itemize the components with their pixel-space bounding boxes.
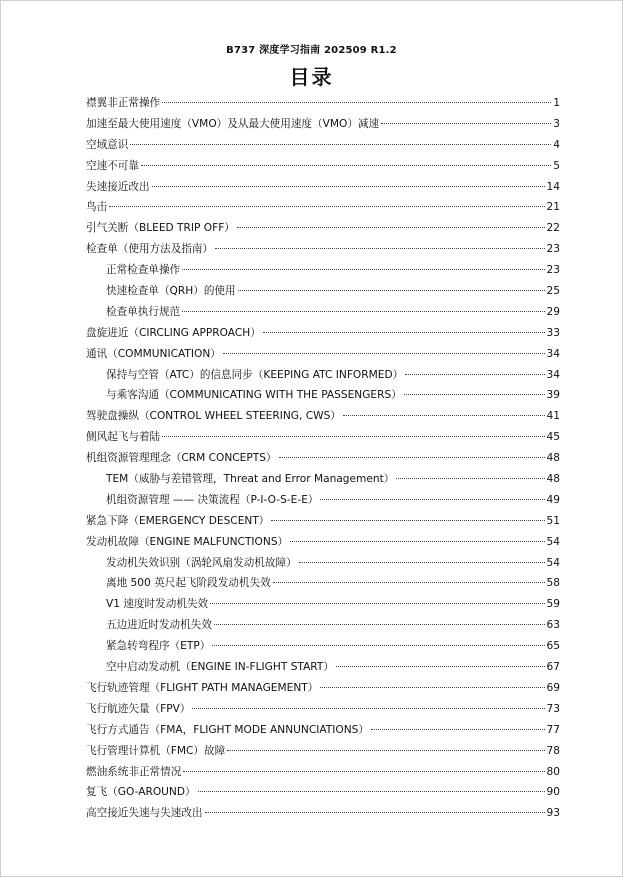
toc-page-number: 48 <box>546 452 560 465</box>
toc-entry-title: 复飞（GO-AROUND） <box>86 786 196 799</box>
toc-page-number: 73 <box>546 702 560 715</box>
toc-page-number: 33 <box>546 326 560 339</box>
dot-leader <box>214 624 545 625</box>
dot-leader <box>290 541 544 542</box>
toc-subentry[interactable] <box>86 594 560 615</box>
dot-leader <box>381 123 551 124</box>
dot-leader <box>109 206 544 207</box>
toc-entry-title: 空域意识 <box>86 138 129 151</box>
toc-subentry[interactable] <box>86 260 560 281</box>
toc-entry-title: TEM（威胁与差错管理，Threat and Error Management） <box>106 473 395 486</box>
dot-leader <box>215 248 544 249</box>
dot-leader <box>404 394 545 395</box>
toc-page-number: 1 <box>553 97 560 109</box>
toc-entry[interactable] <box>86 762 560 783</box>
toc-entry[interactable] <box>86 427 560 448</box>
toc-entry-title: 五边进近时发动机失效 <box>106 619 212 632</box>
toc-page-number: 34 <box>546 347 560 360</box>
dot-leader <box>223 353 545 354</box>
dot-leader <box>198 791 545 792</box>
toc-entry[interactable] <box>86 156 560 177</box>
toc-page-number: 80 <box>546 765 560 778</box>
toc-entry-title: 通讯（COMMUNICATION） <box>86 347 221 360</box>
toc-entry-title: 机组资源管理理念（CRM CONCEPTS） <box>86 452 277 465</box>
dot-leader <box>141 165 551 166</box>
toc-entry-title: 发动机失效识别（涡轮风扇发动机故障） <box>106 556 297 569</box>
dot-leader <box>405 374 544 375</box>
dot-leader <box>130 144 551 145</box>
toc-page-number: 41 <box>546 410 560 423</box>
toc-entry-title: 离地 500 英尺起飞阶段发动机失效 <box>106 577 271 590</box>
toc-entry-title: 快速检查单（QRH）的使用 <box>106 285 236 298</box>
toc-page-number: 54 <box>546 556 560 569</box>
toc-entry[interactable] <box>86 532 560 553</box>
dot-leader <box>336 666 545 667</box>
toc-entry[interactable] <box>86 448 560 469</box>
toc-entry[interactable] <box>86 93 560 114</box>
toc-page-number: 77 <box>546 723 560 736</box>
dot-leader <box>263 332 545 333</box>
toc-page-number: 14 <box>546 180 560 193</box>
toc-subentry[interactable] <box>86 636 560 657</box>
dot-leader <box>182 269 544 270</box>
toc-entry-title: 机组资源管理 —— 决策流程（P-I-O-S-E-E） <box>106 493 319 506</box>
toc-entry-title: 燃油系统非正常情况 <box>86 765 182 778</box>
toc-page-number: 90 <box>546 786 560 799</box>
toc-page-number: 78 <box>546 744 560 757</box>
dot-leader <box>396 478 544 479</box>
toc-page-number: 45 <box>546 431 560 444</box>
toc-entry-title: 紧急下降（EMERGENCY DESCENT） <box>86 514 270 527</box>
table-of-contents <box>86 93 560 824</box>
dot-leader <box>212 645 544 646</box>
toc-entry[interactable] <box>86 678 560 699</box>
dot-leader <box>162 436 544 437</box>
document-header: B737 深度学习指南 202509 R1.2 <box>226 45 397 56</box>
toc-page-number: 3 <box>553 117 560 130</box>
toc-subentry[interactable] <box>86 281 560 302</box>
toc-page-number: 25 <box>546 285 560 298</box>
toc-page-number: 51 <box>546 514 560 527</box>
toc-page-number: 34 <box>546 368 560 381</box>
toc-entry[interactable] <box>86 114 560 135</box>
toc-subentry[interactable] <box>86 490 560 511</box>
dot-leader <box>152 186 545 187</box>
toc-entry-title: 检查单（使用方法及指南） <box>86 243 214 256</box>
toc-page-number: 29 <box>546 305 560 318</box>
toc-page-number: 39 <box>546 389 560 402</box>
toc-entry-title: 加速至最大使用速度（VMO）及从最大使用速度（VMO）减速 <box>86 117 380 130</box>
toc-entry[interactable] <box>86 511 560 532</box>
toc-page-number: 69 <box>546 681 560 694</box>
dot-leader <box>271 520 544 521</box>
toc-subentry[interactable] <box>86 469 560 490</box>
toc-entry[interactable] <box>86 197 560 218</box>
toc-subentry[interactable] <box>86 615 560 636</box>
toc-subentry[interactable] <box>86 657 560 678</box>
toc-page-number: 67 <box>546 661 560 674</box>
toc-entry-title: 检查单执行规范 <box>106 305 181 318</box>
toc-page-number: 65 <box>546 640 560 653</box>
toc-subentry[interactable] <box>86 573 560 594</box>
toc-entry[interactable] <box>86 406 560 427</box>
dot-leader <box>343 415 545 416</box>
dot-leader <box>227 750 544 751</box>
dot-leader <box>162 102 551 103</box>
toc-page-number: 23 <box>546 243 560 256</box>
toc-entry-title: 与乘客沟通（COMMUNICATING WITH THE PASSENGERS） <box>106 389 402 402</box>
toc-entry-title: 侧风起飞与着陆 <box>86 431 161 444</box>
dot-leader <box>320 687 544 688</box>
toc-entry-title: 引气关断（BLEED TRIP OFF） <box>86 222 235 235</box>
toc-page-number: 49 <box>546 493 560 506</box>
toc-page-number: 54 <box>546 535 560 548</box>
toc-page-number: 22 <box>546 222 560 235</box>
toc-subentry[interactable] <box>86 385 560 406</box>
toc-entry-title: 高空接近失速与失速改出 <box>86 807 203 820</box>
toc-page-number: 58 <box>546 577 560 590</box>
toc-entry-title: 襟翼非正常操作 <box>86 97 161 109</box>
toc-entry-title: 飞行航迹矢量（FPV） <box>86 702 191 715</box>
toc-entry-title: 正常检查单操作 <box>106 264 181 277</box>
toc-entry[interactable] <box>86 239 560 260</box>
toc-page-number: 23 <box>546 264 560 277</box>
toc-entry-title: 驾驶盘操纵（CONTROL WHEEL STEERING, CWS） <box>86 410 341 423</box>
dot-leader <box>183 771 544 772</box>
toc-subentry[interactable] <box>86 553 560 574</box>
toc-entry-title: 飞行方式通告（FMA，FLIGHT MODE ANNUNCIATIONS） <box>86 723 369 736</box>
toc-entry-title: 空中启动发动机（ENGINE IN-FLIGHT START） <box>106 661 334 674</box>
toc-page-number: 59 <box>546 598 560 611</box>
page-title: 目录 <box>289 65 334 89</box>
dot-leader <box>371 729 545 730</box>
toc-entry[interactable] <box>86 177 560 198</box>
dot-leader <box>279 457 545 458</box>
toc-page-number: 48 <box>546 473 560 486</box>
toc-entry-title: 鸟击 <box>86 201 108 214</box>
toc-entry[interactable] <box>86 803 560 824</box>
toc-entry-title: 发动机故障（ENGINE MALFUNCTIONS） <box>86 535 289 548</box>
toc-entry-title: 飞行管理计算机（FMC）故障 <box>86 744 226 757</box>
toc-entry-title: 保持与空管（ATC）的信息同步（KEEPING ATC INFORMED） <box>106 368 404 381</box>
dot-leader <box>320 499 544 500</box>
toc-entry-title: 失速接近改出 <box>86 180 150 193</box>
toc-entry[interactable] <box>86 699 560 720</box>
dot-leader <box>182 311 544 312</box>
dot-leader <box>238 290 545 291</box>
dot-leader <box>299 562 545 563</box>
toc-subentry[interactable] <box>86 365 560 386</box>
toc-entry-title: 紧急转弯程序（ETP） <box>106 640 211 653</box>
toc-page-number: 5 <box>553 159 560 172</box>
toc-page-number: 4 <box>553 138 560 151</box>
toc-entry-title: 空速不可靠 <box>86 159 139 172</box>
toc-entry-title: 盘旋进近（CIRCLING APPROACH） <box>86 326 261 339</box>
dot-leader <box>273 582 545 583</box>
dot-leader <box>192 708 544 709</box>
toc-entry[interactable] <box>86 323 560 344</box>
toc-page-number: 93 <box>546 807 560 820</box>
dot-leader <box>205 812 545 813</box>
dot-leader <box>237 227 545 228</box>
toc-entry[interactable] <box>86 741 560 762</box>
toc-entry[interactable] <box>86 720 560 741</box>
toc-page-number: 63 <box>546 619 560 632</box>
toc-entry[interactable] <box>86 218 560 239</box>
toc-entry[interactable] <box>86 344 560 365</box>
dot-leader <box>210 603 544 604</box>
toc-entry-title: V1 速度时发动机失效 <box>106 598 209 611</box>
toc-entry-title: 飞行轨迹管理（FLIGHT PATH MANAGEMENT） <box>86 681 319 694</box>
toc-page-number: 21 <box>546 201 560 214</box>
toc-entry[interactable] <box>86 782 560 803</box>
toc-entry[interactable] <box>86 135 560 156</box>
toc-subentry[interactable] <box>86 302 560 323</box>
